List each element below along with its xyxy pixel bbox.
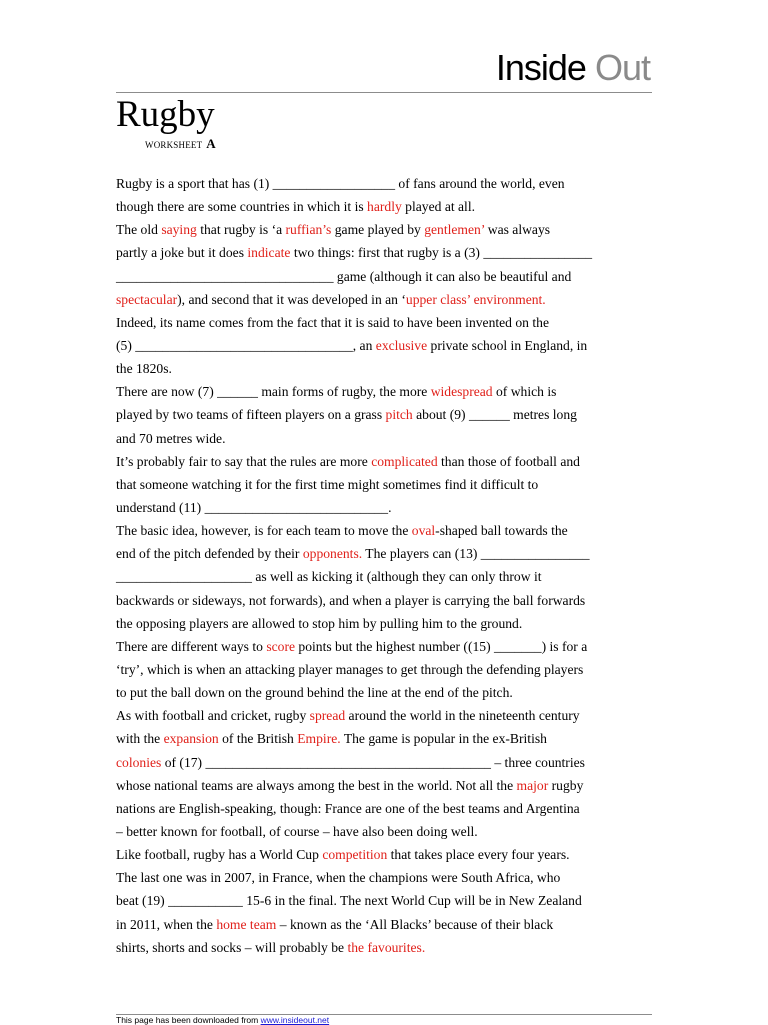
text-segment: the 1820s. bbox=[116, 361, 172, 377]
text-segment: The players can (13) ________________ bbox=[362, 546, 590, 562]
highlighted-word: ruffian’s bbox=[285, 222, 332, 238]
highlighted-word: competition bbox=[322, 847, 388, 863]
text-segment: The basic idea, however, is for each team to move the bbox=[116, 523, 412, 539]
text-segment: The last one was in 2007, in France, when the champions were South Africa, who bbox=[116, 870, 561, 886]
text-segment: in 2011, when the bbox=[116, 916, 217, 932]
text-segment: to put the ball down on the ground behind the line at the end of the pitch. bbox=[116, 685, 513, 701]
text-segment: There are now (7) ______ main forms of rugby, the more bbox=[116, 384, 431, 400]
text-segment: nations are English-speaking, though: France are one of the best teams and Argentina bbox=[116, 800, 580, 816]
text-segment: that takes place every four years. bbox=[387, 847, 570, 863]
highlighted-word: expansion bbox=[163, 731, 219, 747]
text-segment: ‘try’, which is when an attacking player manages to get through the defending players bbox=[116, 661, 584, 677]
text-line bbox=[116, 357, 654, 380]
highlighted-word: pitch bbox=[385, 407, 413, 423]
text-segment: There are different ways to bbox=[116, 638, 267, 654]
highlighted-word: opponents. bbox=[302, 546, 363, 562]
text-line bbox=[116, 218, 654, 241]
text-line bbox=[116, 288, 654, 311]
page-title: Rugby bbox=[116, 94, 215, 135]
text-line bbox=[116, 519, 654, 542]
text-line bbox=[116, 774, 654, 797]
text-segment: The game is popular in the ex-British bbox=[340, 731, 547, 747]
text-segment: played at all. bbox=[401, 199, 476, 215]
text-segment: -shaped ball towards the bbox=[435, 523, 568, 539]
highlighted-word: colonies bbox=[116, 754, 162, 770]
text-line bbox=[116, 936, 654, 959]
text-segment: points but the highest number ((15) _______) is for a bbox=[295, 638, 588, 654]
text-segment: game played by bbox=[331, 222, 425, 238]
highlighted-word: hardly bbox=[367, 199, 402, 215]
highlighted-word: oval bbox=[411, 523, 436, 539]
text-line bbox=[116, 589, 654, 612]
text-segment: – known as the ‘All Blacks’ because of their black bbox=[276, 916, 554, 932]
text-segment: and 70 metres wide. bbox=[116, 430, 226, 446]
text-segment: Indeed, its name comes from the fact that it is said to have been invented on the bbox=[116, 314, 549, 330]
highlighted-word: exclusive bbox=[375, 337, 428, 353]
text-line bbox=[116, 311, 654, 334]
text-segment: private school in England, in bbox=[427, 337, 588, 353]
text-segment: of the British bbox=[218, 731, 298, 747]
text-line bbox=[116, 704, 654, 727]
text-line bbox=[116, 658, 654, 681]
highlighted-word: spectacular bbox=[116, 291, 178, 307]
text-segment: though there are some countries in which it is bbox=[116, 199, 368, 215]
worksheet-word: WORKSHEET bbox=[145, 140, 203, 150]
text-segment: Like football, rugby has a World Cup bbox=[116, 847, 323, 863]
text-segment: end of the pitch defended by their bbox=[116, 546, 303, 562]
text-segment: ________________________________ game (although it can also be beautiful and bbox=[116, 268, 572, 284]
text-segment: about (9) ______ metres long bbox=[412, 407, 577, 423]
highlighted-word: spread bbox=[309, 708, 346, 724]
text-segment: backwards or sideways, not forwards), and when a player is carrying the ball forwards bbox=[116, 592, 586, 608]
text-line bbox=[116, 565, 654, 588]
text-line bbox=[116, 913, 654, 936]
text-segment: As with football and cricket, rugby bbox=[116, 708, 310, 724]
text-line bbox=[116, 450, 654, 473]
highlighted-word: the favourites. bbox=[347, 939, 426, 955]
footer-text: This page has been downloaded from bbox=[116, 1015, 261, 1025]
text-line bbox=[116, 681, 654, 704]
brand-inside: Inside bbox=[495, 47, 586, 88]
text-segment: ____________________ as well as kicking it (although they can only throw it bbox=[116, 569, 542, 585]
text-line bbox=[116, 195, 654, 218]
text-segment: the opposing players are allowed to stop him by pulling him to the ground. bbox=[116, 615, 523, 631]
text-line bbox=[116, 241, 654, 264]
text-line bbox=[116, 843, 654, 866]
highlighted-word: home team bbox=[216, 916, 277, 932]
text-segment: ), and second that it was developed in an ‘ bbox=[177, 291, 406, 307]
text-segment: shirts, shorts and socks – will probably be bbox=[116, 939, 348, 955]
text-line bbox=[116, 403, 654, 426]
text-line bbox=[116, 427, 654, 450]
text-segment: two things: first that rugby is a (3) ________________ bbox=[290, 245, 593, 261]
text-segment: than those of football and bbox=[437, 453, 580, 469]
text-segment: partly a joke but it does bbox=[116, 245, 248, 261]
text-segment: whose national teams are always among the best in the world. Not all the bbox=[116, 777, 517, 793]
text-segment: with the bbox=[116, 731, 164, 747]
text-segment: understand (11) ___________________________. bbox=[116, 499, 392, 515]
text-line bbox=[116, 727, 654, 750]
highlighted-word: indicate bbox=[247, 245, 291, 261]
text-segment: that someone watching it for the first time might sometimes find it difficult to bbox=[116, 476, 539, 492]
text-segment: of (17) __________________________________________ – three countries bbox=[161, 754, 585, 770]
text-segment: (5) ________________________________, an bbox=[116, 337, 376, 353]
highlighted-word: gentlemen’ bbox=[424, 222, 485, 238]
text-line bbox=[116, 866, 654, 889]
text-line bbox=[116, 889, 654, 912]
worksheet-letter: A bbox=[206, 136, 216, 151]
text-line bbox=[116, 265, 654, 288]
text-line bbox=[116, 797, 654, 820]
brand-out: Out bbox=[594, 47, 650, 88]
text-segment: rugby bbox=[548, 777, 584, 793]
text-line bbox=[116, 380, 654, 403]
text-segment: was always bbox=[484, 222, 551, 238]
footer-link[interactable]: www.insideout.net bbox=[260, 1015, 330, 1025]
text-segment: It’s probably fair to say that the rules are more bbox=[116, 453, 372, 469]
highlighted-word: widespread bbox=[430, 384, 493, 400]
text-line bbox=[116, 612, 654, 635]
highlighted-word: upper class’ environment. bbox=[405, 291, 546, 307]
highlighted-word: score bbox=[266, 638, 296, 654]
text-segment: beat (19) ___________ 15-6 in the final. The next World Cup will be in New Zealand bbox=[116, 893, 582, 909]
brand-logo bbox=[496, 46, 650, 90]
text-segment: The old bbox=[116, 222, 162, 238]
text-segment: that rugby is ‘a bbox=[196, 222, 286, 238]
text-line bbox=[116, 334, 654, 357]
worksheet-body bbox=[116, 172, 654, 959]
text-line bbox=[116, 635, 654, 658]
text-line bbox=[116, 473, 654, 496]
highlighted-word: saying bbox=[161, 222, 197, 238]
text-line bbox=[116, 820, 654, 843]
text-line bbox=[116, 172, 654, 195]
text-segment: of which is bbox=[492, 384, 557, 400]
text-segment: played by two teams of fifteen players on a grass bbox=[116, 407, 386, 423]
highlighted-word: complicated bbox=[371, 453, 438, 469]
text-segment: – better known for football, of course – have also been doing well. bbox=[116, 823, 478, 839]
text-segment: Rugby is a sport that has (1) __________________ of fans around the world, even bbox=[116, 176, 565, 191]
text-segment: around the world in the nineteenth century bbox=[345, 708, 580, 724]
text-line bbox=[116, 496, 654, 519]
highlighted-word: major bbox=[516, 777, 549, 793]
text-line bbox=[116, 542, 654, 565]
highlighted-word: Empire. bbox=[297, 731, 341, 747]
worksheet-label bbox=[145, 135, 216, 154]
text-line bbox=[116, 751, 654, 774]
